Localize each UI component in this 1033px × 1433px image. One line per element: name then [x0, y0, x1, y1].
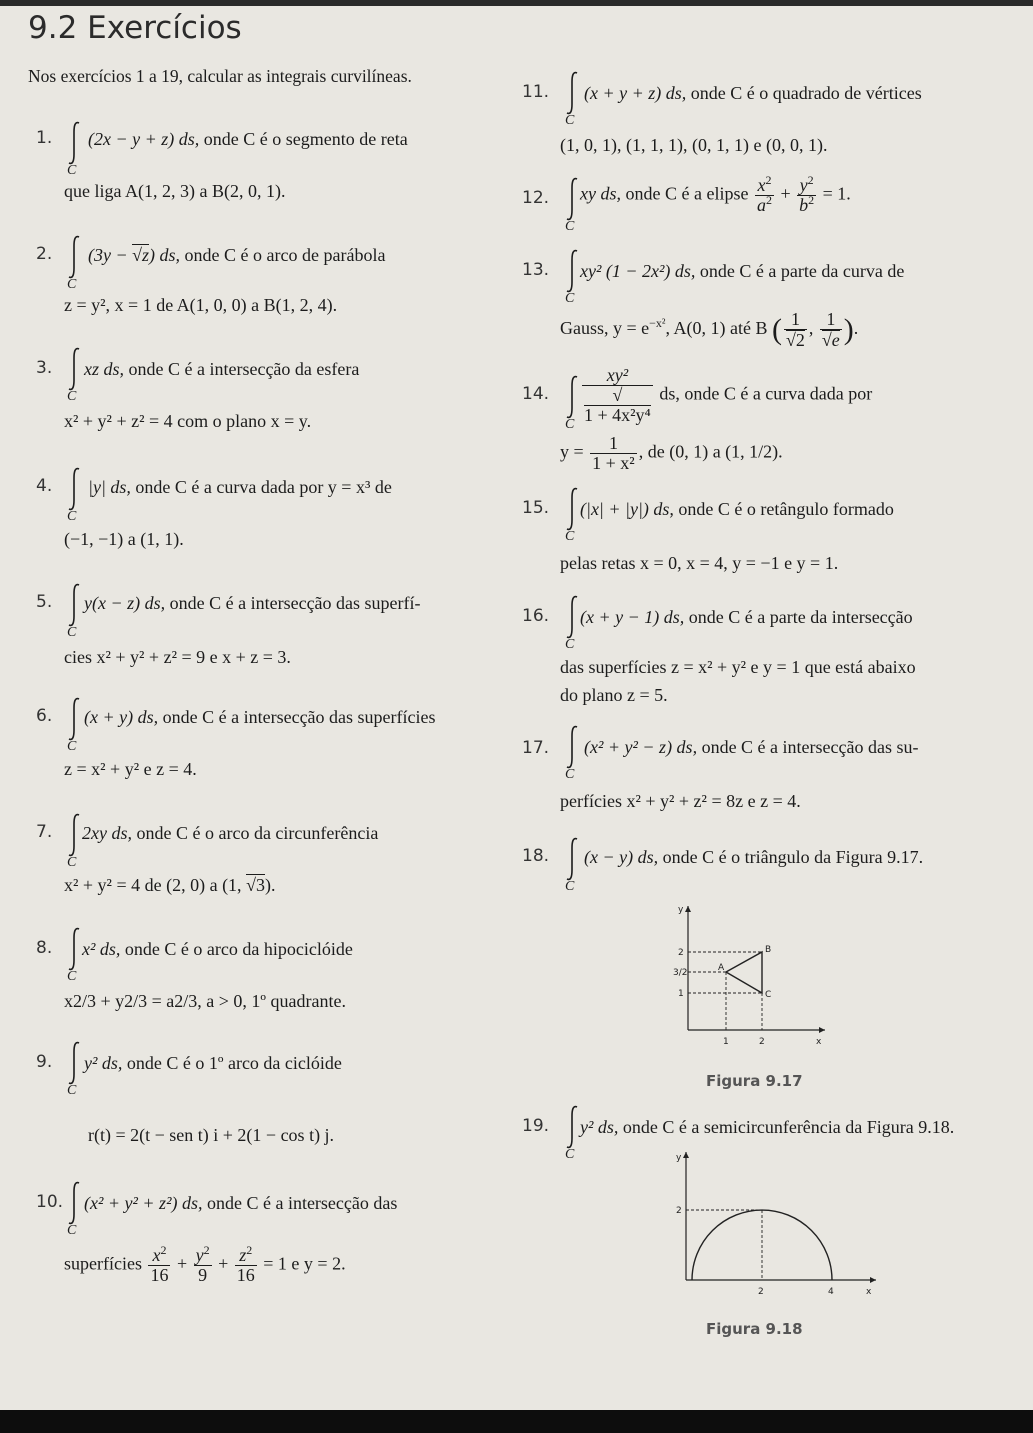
exercise-continuation: pelas retas x = 0, x = 4, y = −1 e y = 1. [560, 553, 839, 573]
exercise-number: 3. [36, 358, 53, 378]
textbook-page: 9.2 Exercícios Nos exercícios 1 a 19, calcular as integrais curvilíneas. 1. C (2x − y + z) ds, onde C é o segmento de reta que liga A(1, 2, 3) a B(2, 0, 1). 2. C (3y − √z) ds, onde C é o arco de parábola z = y², x = 1 de A(1, 0, 0) a B(1, 2, 4). 3. C xz ds, onde C é a intersecção da esfera x² + y² + z² = 4 com o plano x = y. 4. C |y| ds, onde C é a curva dada por y = x³ de (−1, −1) a (1, 1). 5. C y(x − z) ds, onde C é a intersecção das superfí- cies x² + y² + z² = 9 e x + z = 3. 6. C (x + y) ds, onde C é a intersecção das superfícies z = x² + y² e z = 4. 7. C 2xy ds, onde C é o arco da circunferência x² + y² = 4 de (2, 0) a (1, √3). 8. C x² ds, onde C é o arco da hipociclóide x2/3 + y2/3 = a2/3, a > 0, 1º quadrante. 9. C y² ds, onde C é o 1º arco da ciclóide r(t) = 2(t − sen t) i + 2(1 − cos t) j. 10. C (x² + y² + z²) ds, onde C é a intersecção das superfícies $\frac{x^2}{16}$ + $\frac{y^2}{9}$ + $\frac{z^2}{16}$ = 1 e y = 2. 11. C (x + y + z) ds, onde C é o quadrado de vértices (1, 0, 1), (1, 1, 1), (0, 1, 1) e (0, 0, 1). 12. C xy ds, onde C é a elipse $\frac{x^2}{a^2}$ + $\frac{y^2}{b^2}$ = 1. 13. C xy² (1 − 2x²) ds, onde C é a parte da curva de Gauss, $y = e^{-x^2}$, A(0, 1) até B ( $\frac{1}{√2}$ , $\frac{1}{√e}$ ). 14. C xy² √ 1 + 4x²y⁴ ds, onde C é a curva dada por y = $\frac{1}{\text{1 + x²}}$ , de (0, 1) a (1, 1/2). 15. C (|x| + |y|) ds, onde C é o retângulo formado pelas retas x = 0, x = 4, y = −1 e y = 1. 16. C (x + y − 1) ds, onde C é a parte da intersecção das superfícies z = x² + y² e y = 1 que está abaixo do plano z = 5. 17. C (x² + y² − z) ds, onde C é a intersecção das su- perfícies x² + y² + z² = 8z e z = 4. 18. C (x − y) ds, onde C é o triângulo da Figura 9.17. y x 2 3/2 1 1 2 A B C Figura 9.17 19. C y² ds, onde C é a semicircunferência da Figura 9.18. y x 2 2 4 Figura 9.18 [0, 0, 1033, 1433]
y-tick-1: 1 [678, 989, 684, 999]
integral-sign-icon: C [564, 486, 580, 546]
exercise-text: onde C é o 1º arco da ciclóide [126, 1053, 342, 1073]
exercise-number: 9. [36, 1052, 53, 1072]
integrand: (x + y) ds, [84, 707, 159, 727]
exercise-number: 18. [522, 846, 550, 866]
x-tick-2: 2 [759, 1037, 765, 1047]
exercise-text: onde C é o arco da hipociclóide [124, 939, 353, 959]
exercise-continuation: Gauss, $y = e^{-x^2}$, A(0, 1) até B ( $\frac{1}{√2}$ , $\frac{1}{√e}$ ). [560, 309, 859, 350]
integrand: 2xy ds, [82, 823, 132, 843]
exercise-text: onde C é o arco de parábola [184, 245, 386, 265]
integral-sign-icon: C [66, 1180, 82, 1240]
integral-sign-icon: C [66, 1040, 82, 1100]
exercise-number: 14. [522, 384, 550, 404]
exercise-text: ds, onde C é a curva dada por [659, 383, 873, 404]
exercise-continuation: perfícies x² + y² + z² = 8z e z = 4. [560, 791, 801, 811]
exercise-number: 6. [36, 706, 53, 726]
integral-sign-icon: C [564, 1104, 580, 1164]
exercise-number: 8. [36, 938, 53, 958]
integral-sign-icon: C [66, 120, 82, 180]
integrand: (x² + y² + z²) ds, [84, 1193, 203, 1213]
integrand: (|x| + |y|) ds, [580, 499, 674, 519]
integrand: xz ds, [84, 359, 124, 379]
integral-sign-icon: C [564, 374, 580, 434]
vertex-b-label: B [765, 945, 772, 955]
exercise-number: 12. [522, 188, 550, 208]
integrand: xy ds, [580, 183, 621, 204]
integral-sign-icon: C [66, 582, 82, 642]
integrand: y² ds, [84, 1053, 123, 1073]
ellipse-fraction-y: $\frac{y^2}{b^2}$ [799, 173, 815, 215]
exercise-continuation: superfícies $\frac{x^2}{16}$ + $\frac{y^2}{9}$ + $\frac{z^2}{16}$ = 1 e y = 2. [64, 1243, 346, 1285]
exercise-text: onde C é a intersecção das su- [701, 737, 919, 757]
figure-9-18 [666, 1146, 886, 1306]
exercise-continuation: (1, 0, 1), (1, 1, 1), (0, 1, 1) e (0, 0, 1). [560, 135, 828, 155]
section-title: 9.2 Exercícios [28, 10, 242, 46]
exercise-number: 10. [36, 1192, 64, 1212]
exercise-continuation: x² + y² + z² = 4 com o plano x = y. [64, 411, 312, 431]
integral-sign-icon: C [66, 234, 82, 294]
vertex-a-label: A [718, 963, 725, 973]
x-axis-label: x [866, 1287, 872, 1297]
exercise-text: onde C é a intersecção das superfí- [169, 593, 421, 613]
integral-sign-icon: C [66, 466, 82, 526]
exercise-number: 19. [522, 1116, 550, 1136]
exercise-number: 4. [36, 476, 53, 496]
integrand: y² ds, [580, 1117, 619, 1137]
figure-9-17 [670, 900, 830, 1060]
exercise-number: 17. [522, 738, 550, 758]
integral-sign-icon: C [564, 70, 580, 130]
integrand: (3y − √z) ds, [88, 245, 181, 265]
exercise-text: onde C é o retângulo formado [678, 499, 894, 519]
top-rule [0, 0, 1033, 6]
exercise-continuation: r(t) = 2(t − sen t) i + 2(1 − cos t) j. [88, 1125, 335, 1145]
exercise-number: 13. [522, 260, 550, 280]
exercise-text: onde C é o segmento de reta [203, 129, 408, 149]
figure-9-18-caption: Figura 9.18 [706, 1320, 803, 1338]
exercise-number: 2. [36, 244, 53, 264]
y-axis-label: y [676, 1153, 682, 1163]
integral-sign-icon: C [66, 346, 82, 406]
x-tick-1: 1 [723, 1037, 729, 1047]
exercise-text: onde C é a parte da curva de [699, 261, 905, 281]
triangle-contour [726, 952, 762, 993]
x-tick-4: 4 [828, 1287, 834, 1297]
y-tick-2: 2 [678, 948, 684, 958]
exercise-text: onde C é a intersecção das superfícies [162, 707, 436, 727]
integral-sign-icon: C [66, 812, 82, 872]
exercise-number: 16. [522, 606, 550, 626]
exercise-number: 7. [36, 822, 53, 842]
integrand: (x + y + z) ds, [584, 83, 687, 103]
exercise-continuation: (−1, −1) a (1, 1). [64, 529, 184, 549]
exercise-text: onde C é a parte da intersecção [688, 607, 913, 627]
integrand: (x − y) ds, [584, 847, 659, 867]
exercise-text: onde C é a intersecção das [206, 1193, 398, 1213]
integrand: y(x − z) ds, [84, 593, 166, 613]
exercise-continuation: x² + y² = 4 de (2, 0) a (1, √3). [64, 875, 276, 895]
y-axis-label: y [678, 905, 684, 915]
exercise-text: onde C é o arco da circunferência [136, 823, 379, 843]
integral-sign-icon: C [66, 926, 82, 986]
exercise-continuation-2: do plano z = 5. [560, 685, 668, 705]
exercise-continuation: que liga A(1, 2, 3) a B(2, 0, 1). [64, 181, 286, 201]
integrand: xy² (1 − 2x²) ds, [580, 261, 696, 281]
figure-9-17-caption: Figura 9.17 [706, 1072, 803, 1090]
exercise-continuation: cies x² + y² + z² = 9 e x + z = 3. [64, 647, 291, 667]
integral-sign-icon: C [564, 248, 580, 308]
exercise-continuation: das superfícies z = x² + y² e y = 1 que está abaixo [560, 657, 916, 677]
exercise-continuation: x2/3 + y2/3 = a2/3, a > 0, 1º quadrante. [64, 991, 346, 1011]
exercise-continuation: z = y², x = 1 de A(1, 0, 0) a B(1, 2, 4). [64, 295, 338, 315]
exercise-text: onde C é a curva dada por y = x³ de [135, 477, 392, 497]
exercise-text: onde C é o triângulo da Figura 9.17. [662, 847, 924, 867]
integrand: (x² + y² − z) ds, [584, 737, 698, 757]
exercise-number: 11. [522, 82, 550, 102]
integrand: |y| ds, [88, 477, 131, 497]
integrand: (x + y − 1) ds, [580, 607, 685, 627]
bottom-band [0, 1410, 1033, 1433]
exercise-continuation: z = x² + y² e z = 4. [64, 759, 197, 779]
integrand-fraction: xy² √ 1 + 4x²y⁴ [584, 365, 651, 425]
x-axis-label: x [816, 1037, 822, 1047]
integral-sign-icon: C [564, 594, 580, 654]
y-tick-2: 2 [676, 1206, 682, 1216]
exercise-text: onde C é a intersecção da esfera [128, 359, 360, 379]
intro-text: Nos exercícios 1 a 19, calcular as integrais curvilíneas. [28, 66, 412, 86]
exercise-text: onde C é o quadrado de vértices [690, 83, 922, 103]
exercise-number: 5. [36, 592, 53, 612]
y-tick-3-2: 3/2 [673, 968, 688, 978]
exercise-number: 1. [36, 128, 53, 148]
ellipse-fraction-x: $\frac{x^2}{a^2}$ [756, 173, 772, 215]
vertex-c-label: C [765, 990, 772, 1000]
x-tick-2: 2 [758, 1287, 764, 1297]
exercise-continuation: y = $\frac{1}{\text{1 + x²}}$ , de (0, 1) a (1, 1/2). [560, 433, 783, 473]
integral-sign-icon: C [66, 696, 82, 756]
integral-sign-icon: C [564, 836, 580, 896]
integral-sign-icon: C [564, 724, 580, 784]
exercise-number: 15. [522, 498, 550, 518]
integrand: (2x − y + z) ds, [88, 129, 200, 149]
exercise-text: onde C é a semicircunferência da Figura 9.18. [622, 1117, 955, 1137]
integrand: x² ds, [82, 939, 121, 959]
exercise-text: onde C é a elipse [625, 183, 749, 204]
integral-sign-icon: C [564, 176, 580, 236]
